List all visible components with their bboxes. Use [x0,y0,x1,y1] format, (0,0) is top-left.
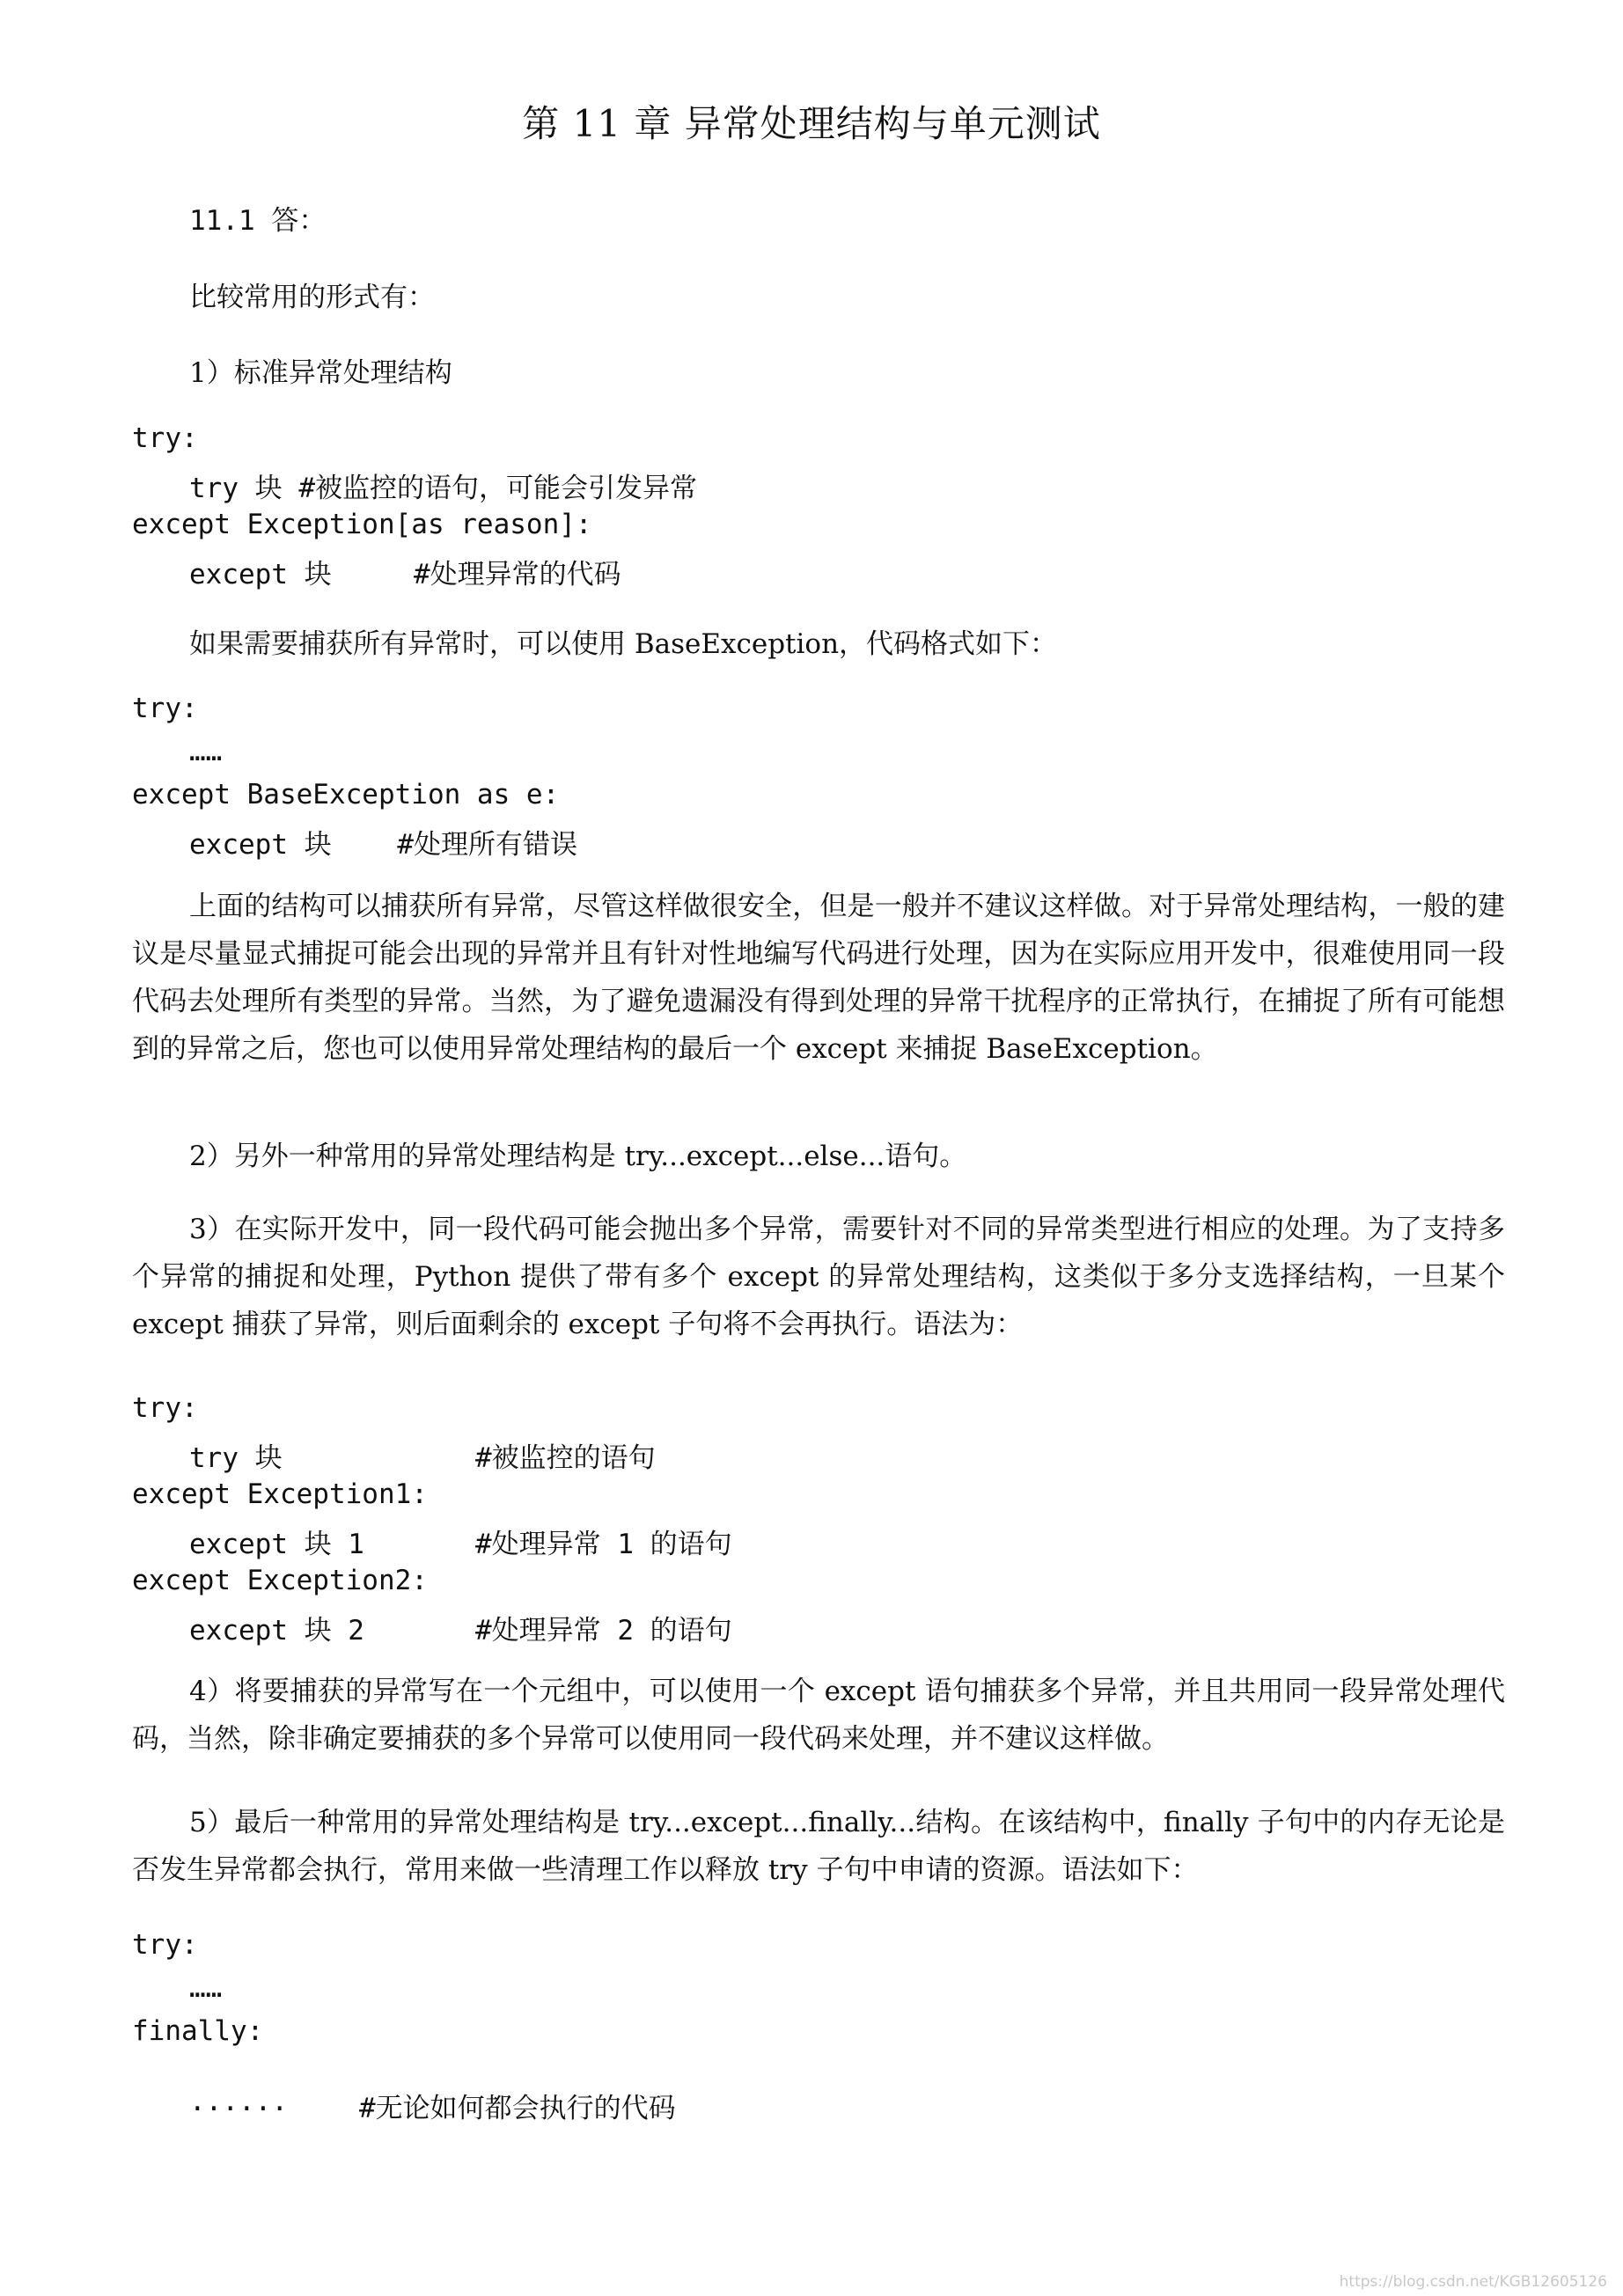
code2-line4: except 块 #处理所有错误 [189,829,577,861]
code3-line2-code: try 块 [189,1442,283,1474]
code4-line2: …… [189,1972,223,2004]
code3-line5: except Exception2: [132,1565,428,1596]
code2-line2: …… [189,736,223,767]
code3-line4-comment: #处理异常 1 的语句 [475,1529,732,1560]
chapter-title: 第 11 章 异常处理结构与单元测试 [522,102,1101,145]
code4-line4-code: ...... [189,2086,288,2117]
code2-line3: except BaseException as e: [132,779,560,811]
code3-line3: except Exception1: [132,1478,428,1510]
watermark: https://blog.csdn.net/KGB12605126 [1339,2273,1607,2291]
code3-line1: try: [132,1392,198,1424]
base-exception-intro: 如果需要捕获所有异常时，可以使用 BaseException，代码格式如下： [189,628,1058,660]
item-4-paragraph: 4）将要捕获的异常写在一个元组中，可以使用一个 except 语句捕获多个异常，并且共用同一段异常处理代码，当然，除非确定要捕获的多个异常可以使用同一段代码来处理，并不建议这样做。 [132,1676,1505,1755]
warning-paragraph: 上面的结构可以捕获所有异常，尽管这样做很安全，但是一般并不建议这样做。对于异常处理结构，一般的建议是尽量显式捕捉可能会出现的异常并且有针对性地编写代码进行处理，因为在实际应用开发中，很难使用同一段代码去处理所有类型的异常。当然，为了避免遗漏没有得到处理的异常干扰程序的正常执行，在捕捉了所有可能想到的异常之后，您也可以使用异常处理结构的最后一个 except 来捕捉 BaseException。 [132,891,1505,1065]
code3-line6-code: except 块 2 [189,1615,364,1647]
code1-line3: except Exception[as reason]: [132,509,592,540]
item-2-text: 2）另外一种常用的异常处理结构是 try...except...else...语句。 [189,1141,967,1172]
code1-line4: except 块 #处理异常的代码 [189,559,621,591]
code1-line1: try: [132,422,198,454]
item-3-paragraph: 3）在实际开发中，同一段代码可能会抛出多个异常，需要针对不同的异常类型进行相应的处理。为了支持多个异常的捕捉和处理，Python 提供了带有多个 except 的异常处理结构，这类似于多分支选择结构，一旦某个 except 捕获了异常，则后面剩余的 except 子句将不会再执行。语法为： [132,1214,1505,1340]
answer-label: 11.1 答： [189,205,327,237]
code4-line1: try: [132,1929,198,1961]
intro-text: 比较常用的形式有： [189,282,435,313]
code4-line4-comment: #无论如何都会执行的代码 [359,2093,676,2124]
code3-line6-comment: #处理异常 2 的语句 [475,1615,732,1647]
code3-line2-comment: #被监控的语句 [475,1442,656,1474]
code2-line1: try: [132,693,198,724]
code3-line4-code: except 块 1 [189,1529,364,1560]
code1-line2: try 块 #被监控的语句，可能会引发异常 [189,473,697,504]
code4-line3: finally: [132,2015,264,2047]
item-1-heading: 1）标准异常处理结构 [189,357,452,389]
item-5-paragraph: 5）最后一种常用的异常处理结构是 try...except...finally...结构。在该结构中，finally 子句中的内存无论是否发生异常都会执行，常用来做一些清理工作以释放 try 子句中申请的资源。语法如下： [132,1807,1505,1886]
